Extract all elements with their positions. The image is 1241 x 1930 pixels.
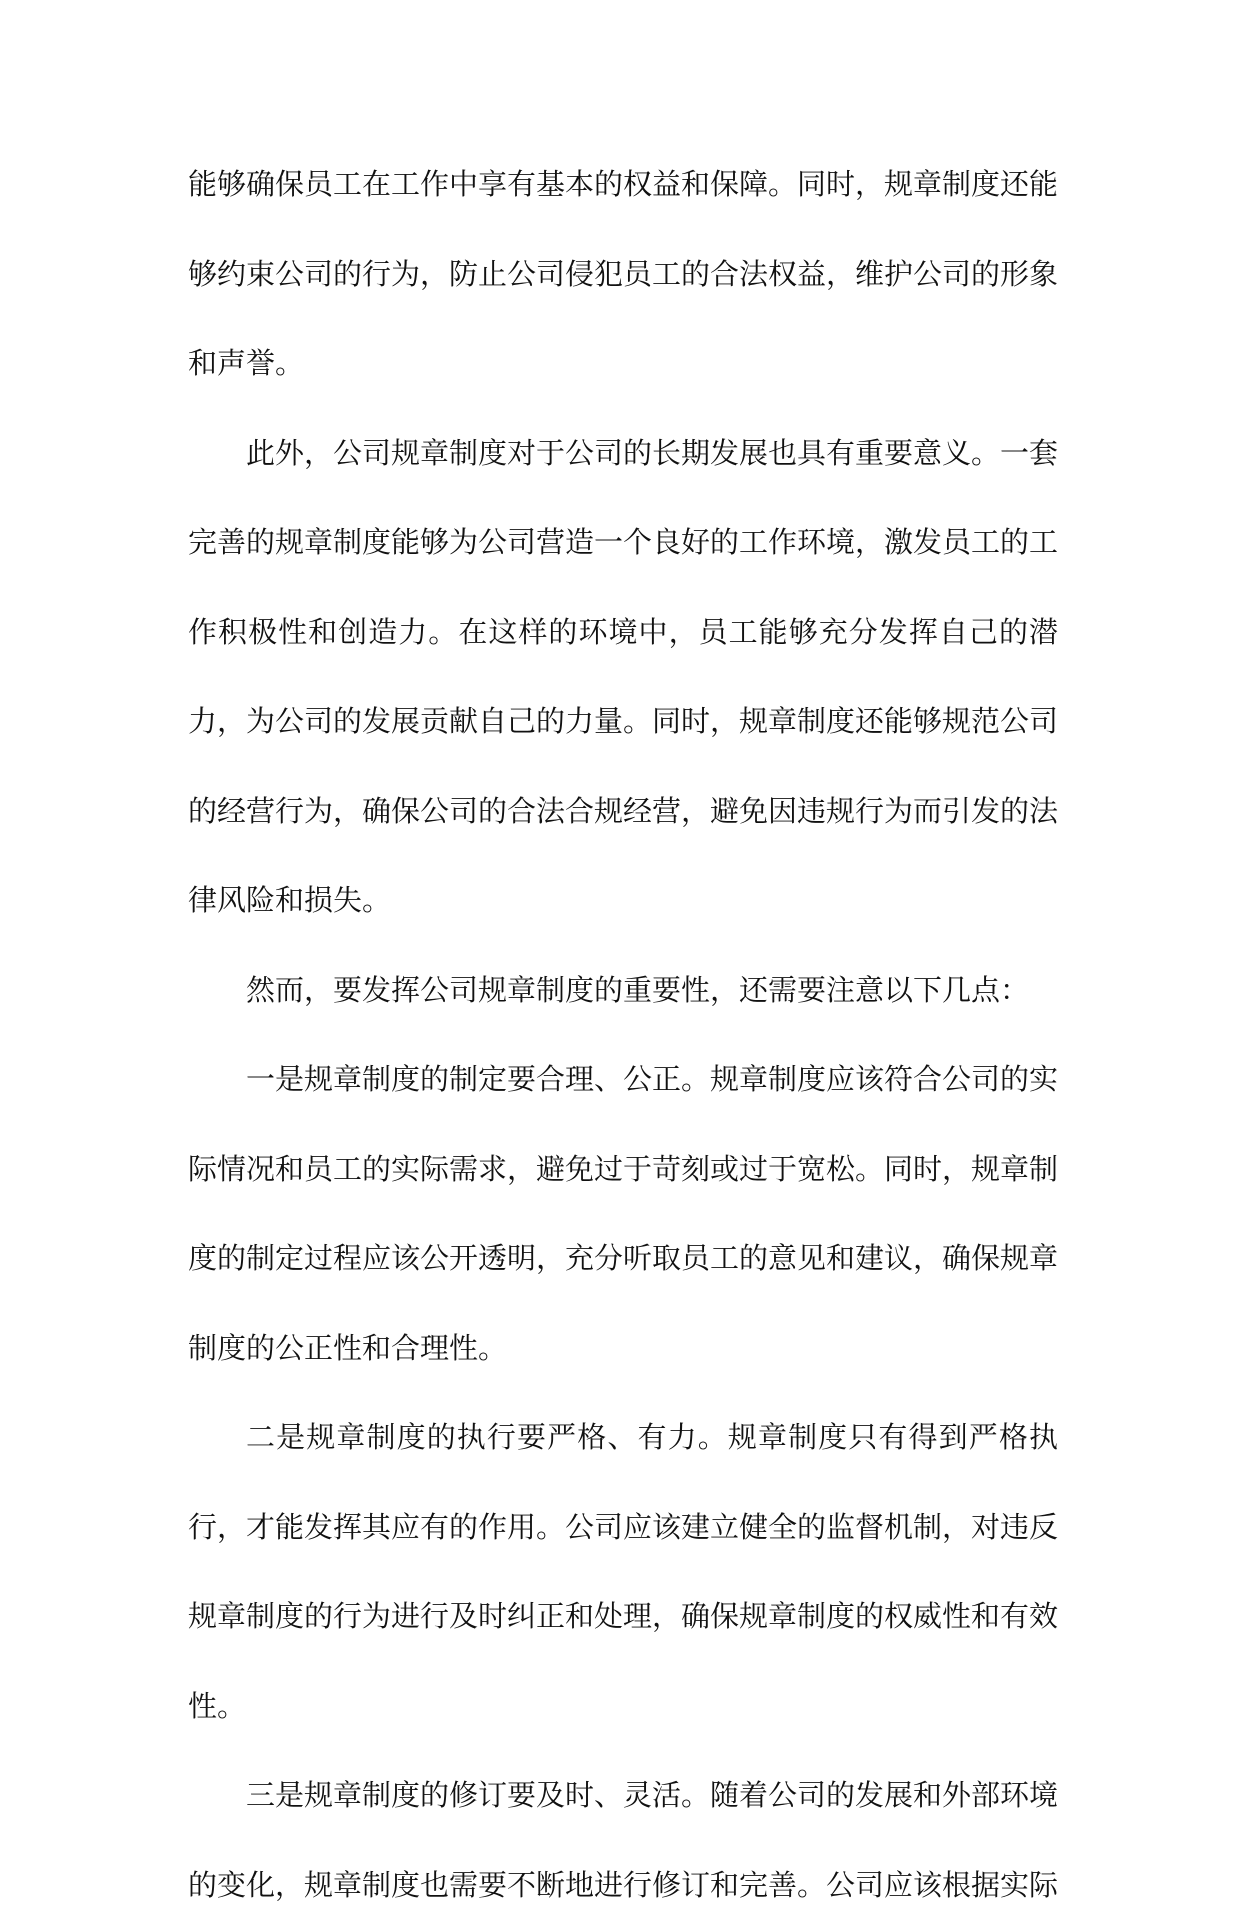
document-body [188, 140, 1058, 1930]
paragraph-2: 此外，公司规章制度对于公司的长期发展也具有重要意义。一套完善的规章制度能够为公司营造一个良好的工作环境，激发员工的工作积极性和创造力。在这样的环境中，员工能够充分发挥自己的潜力，为公司的发展贡献自己的力量。同时，规章制度还能够规范公司的经营行为，确保公司的合法合规经营，避免因违规行为而引发的法律风险和损失。 [188, 435, 1059, 917]
paragraph-6: 三是规章制度的修订要及时、灵活。随着公司的发展和外部环境的变化，规章制度也需要不断地进行修订和完善。公司应该根据实际 [188, 1778, 1059, 1902]
paragraph-4: 一是规章制度的制定要合理、公正。规章制度应该符合公司的实际情况和员工的实际需求，避免过于苛刻或过于宽松。同时，规章制度的制定过程应该公开透明，充分听取员工的意见和建议，确保规章制度的公正性和合理性。 [188, 1062, 1059, 1365]
paragraph-3: 然而，要发挥公司规章制度的重要性，还需要注意以下几点： [246, 972, 1030, 1007]
paragraph-5: 二是规章制度的执行要严格、有力。规章制度只有得到严格执行，才能发挥其应有的作用。公司应该建立健全的监督机制，对违反规章制度的行为进行及时纠正和处理，确保规章制度的权威性和有效性。 [188, 1420, 1059, 1723]
paragraph-1: 能够确保员工在工作中享有基本的权益和保障。同时，规章制度还能够约束公司的行为，防止公司侵犯员工的合法权益，维护公司的形象和声誉。 [188, 167, 1059, 380]
